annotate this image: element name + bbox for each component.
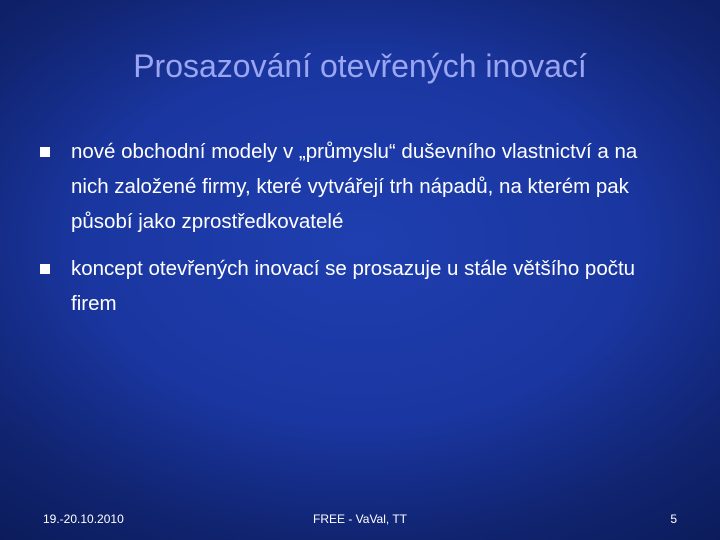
- footer-date: 19.-20.10.2010: [43, 512, 124, 526]
- bullet-item: [40, 134, 680, 239]
- bullet-text: nové obchodní modely v „průmyslu“ duševního vlastnictví a na nich založené firmy, které vytvářejí trh nápadů, na kterém pak působí jako zprostředkovatelé: [71, 140, 638, 233]
- slide-title: Prosazování otevřených inovací: [133, 48, 587, 84]
- square-bullet-icon: [40, 264, 50, 274]
- page-number: 5: [670, 512, 677, 526]
- bullet-list: [40, 134, 680, 333]
- footer-center-text: FREE - VaVal, TT: [312, 512, 408, 526]
- bullet-text: koncept otevřených inovací se prosazuje u stále většího počtu firem: [71, 257, 636, 315]
- bullet-item: [40, 251, 680, 321]
- square-bullet-icon: [40, 147, 50, 157]
